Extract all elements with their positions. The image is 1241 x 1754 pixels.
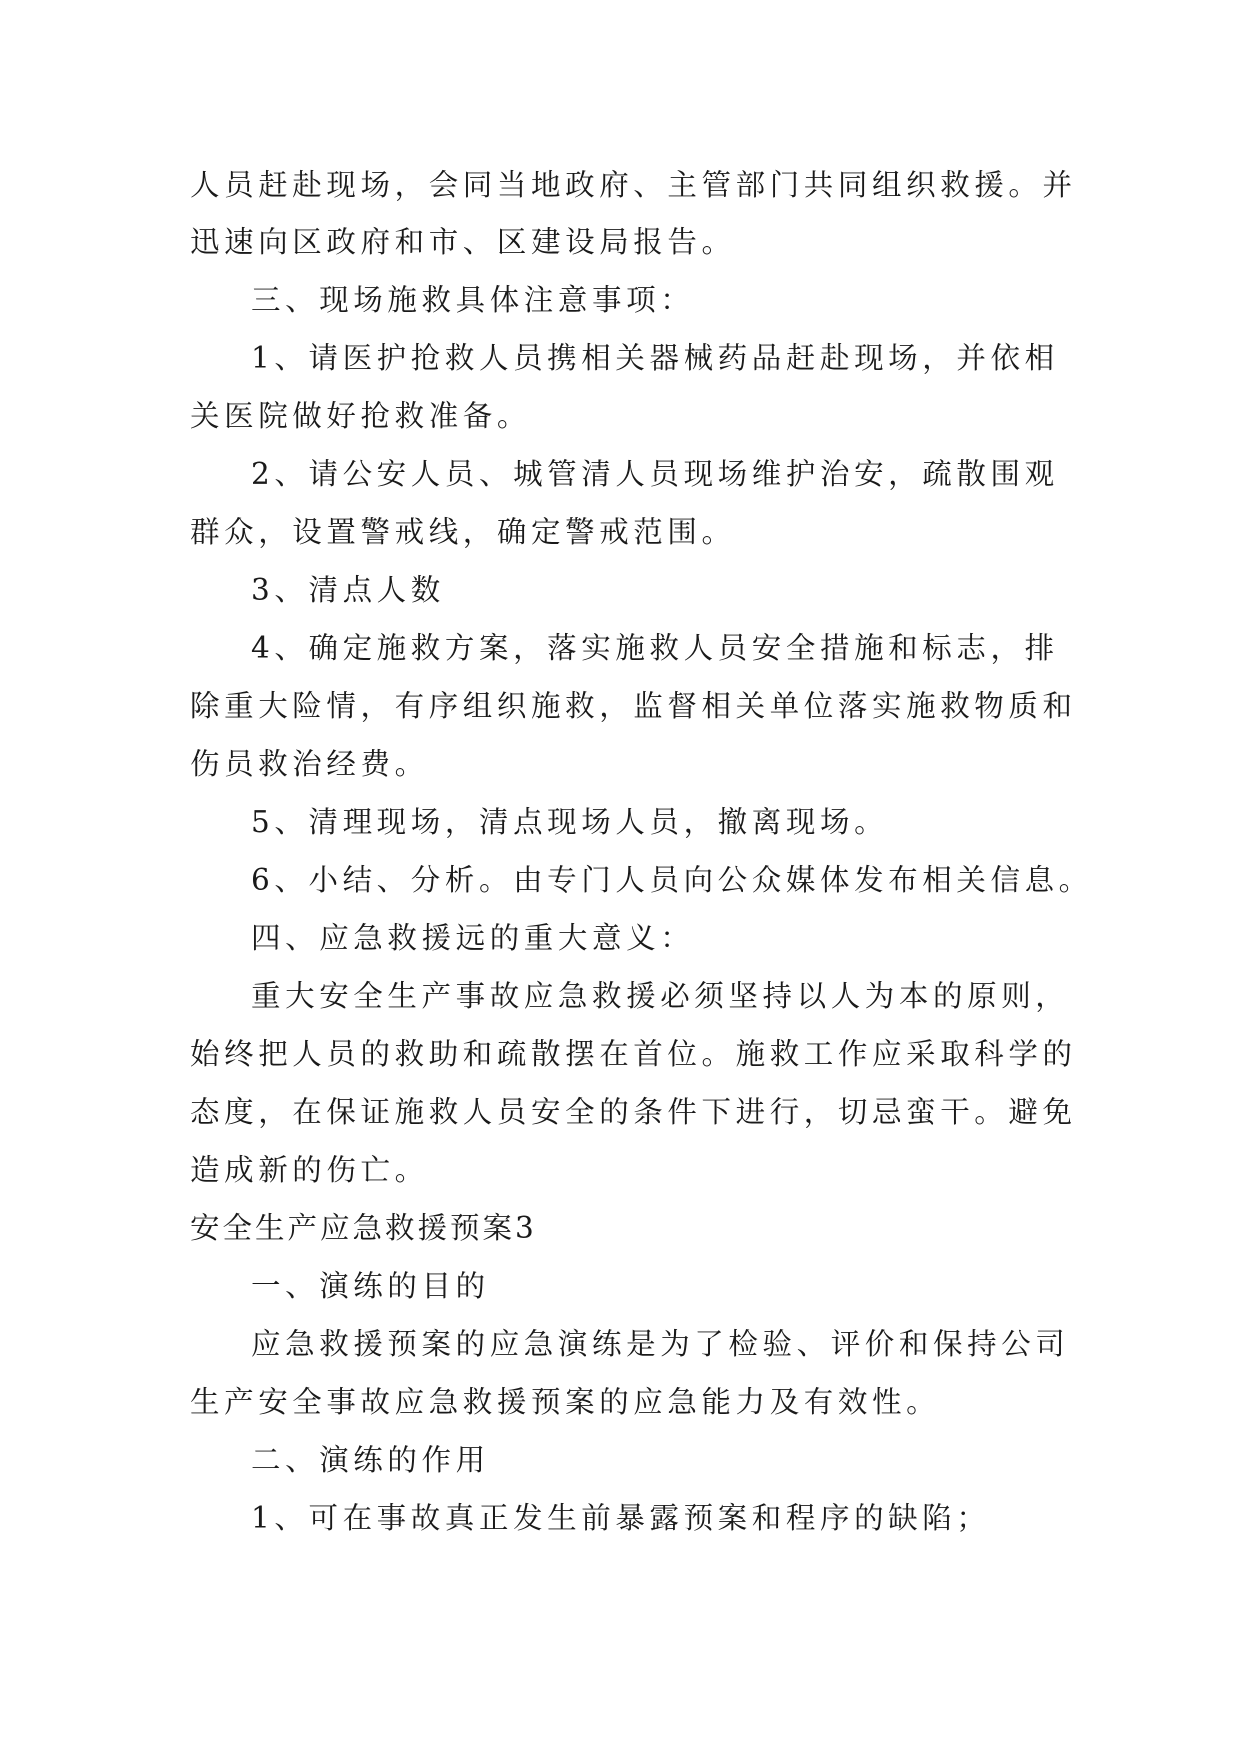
paragraph-line: 除重大险情，有序组织施救，监督相关单位落实施救物质和 bbox=[190, 689, 1077, 723]
list-item: 4、确定施救方案，落实施救人员安全措施和标志，排 bbox=[251, 631, 1059, 665]
list-item: 3、清点人数 bbox=[251, 573, 445, 607]
paragraph-line: 重大安全生产事故应急救援必须坚持以人为本的原则， bbox=[251, 979, 1070, 1013]
paragraph-line: 生产安全事故应急救援预案的应急能力及有效性。 bbox=[190, 1385, 941, 1419]
paragraph-line: 群众，设置警戒线，确定警戒范围。 bbox=[190, 515, 736, 549]
paragraph-line: 伤员救治经费。 bbox=[190, 747, 429, 781]
list-item: 1、可在事故真正发生前暴露预案和程序的缺陷； bbox=[251, 1501, 991, 1535]
paragraph-line: 人员赶赴现场，会同当地政府、主管部门共同组织救援。并 bbox=[190, 168, 1077, 202]
paragraph-line: 关医院做好抢救准备。 bbox=[190, 399, 532, 433]
list-item: 1、请医护抢救人员携相关器械药品赶赴现场，并依相 bbox=[251, 341, 1059, 375]
paragraph-line: 应急救援预案的应急演练是为了检验、评价和保持公司 bbox=[251, 1327, 1070, 1361]
list-item: 2、请公安人员、城管清人员现场维护治安，疏散围观 bbox=[251, 457, 1059, 491]
list-item: 6、小结、分析。由专门人员向公众媒体发布相关信息。 bbox=[251, 863, 1093, 897]
section-heading: 四、应急救援远的重大意义： bbox=[251, 921, 695, 955]
paragraph-line: 始终把人员的救助和疏散摆在首位。施救工作应采取科学的 bbox=[190, 1037, 1077, 1071]
document-title: 安全生产应急救援预案3 bbox=[190, 1211, 537, 1245]
section-heading: 二、演练的作用 bbox=[251, 1443, 490, 1477]
paragraph-line: 造成新的伤亡。 bbox=[190, 1153, 429, 1187]
paragraph-line: 迅速向区政府和市、区建设局报告。 bbox=[190, 225, 736, 259]
section-heading: 一、演练的目的 bbox=[251, 1269, 490, 1303]
section-heading: 三、现场施救具体注意事项： bbox=[251, 283, 695, 317]
list-item: 5、清理现场，清点现场人员，撤离现场。 bbox=[251, 805, 889, 839]
paragraph-line: 态度，在保证施救人员安全的条件下进行，切忌蛮干。避免 bbox=[190, 1095, 1077, 1129]
